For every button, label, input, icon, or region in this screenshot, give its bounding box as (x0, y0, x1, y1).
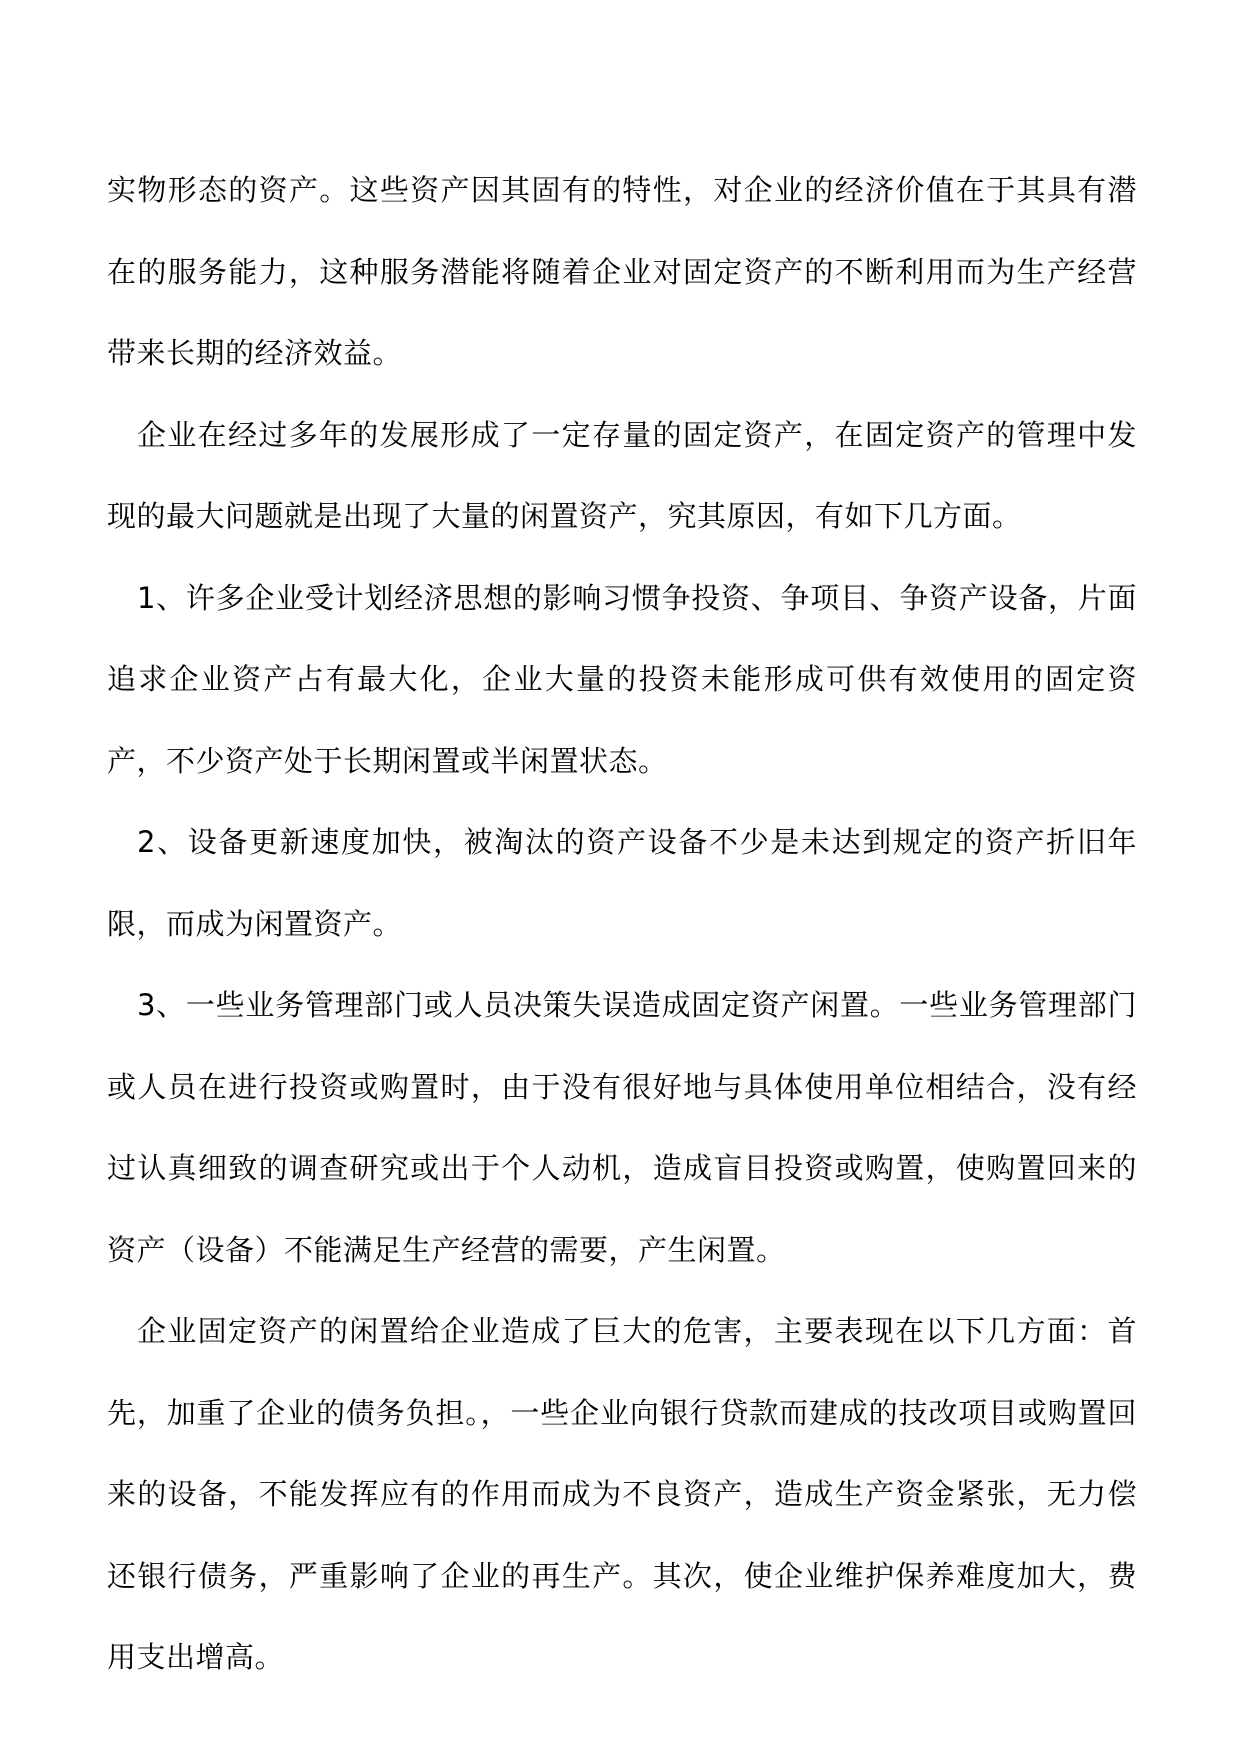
paragraph-continuation: 实物形态的资产。这些资产因其固有的特性，对企业的经济价值在于其具有潜在的服务能力，这种服务潜能将随着企业对固定资产的不断利用而为生产经营带来长期的经济效益。 (107, 173, 1137, 370)
paragraph-idle-assets-intro: 企业在经过多年的发展形成了一定存量的固定资产，在固定资产的管理中发现的最大问题就是出现了大量的闲置资产，究其原因，有如下几方面。 (107, 417, 1137, 533)
document-body (107, 150, 1137, 1699)
paragraph-harm: 企业固定资产的闲置给企业造成了巨大的危害，主要表现在以下几方面：首先，加重了企业的债务负担。，一些企业向银行贷款而建成的技改项目或购置回来的设备，不能发挥应有的作用而成为不良资产，造成生产资金紧张，无力偿还银行债务，严重影响了企业的再生产。其次，使企业维护保养难度加大，费用支出增高。 (107, 1314, 1137, 1674)
paragraph-reason-2: 2、设备更新速度加快，被淘汰的资产设备不少是未达到规定的资产折旧年限，而成为闲置资产。 (107, 825, 1137, 941)
paragraph-reason-1: 1、许多企业受计划经济思想的影响习惯争投资、争项目、争资产设备，片面追求企业资产占有最大化，企业大量的投资未能形成可供有效使用的固定资产，不少资产处于长期闲置或半闲置状态。 (107, 580, 1137, 778)
paragraph-reason-3: 3、一些业务管理部门或人员决策失误造成固定资产闲置。一些业务管理部门或人员在进行投资或购置时，由于没有很好地与具体使用单位相结合，没有经过认真细致的调查研究或出于个人动机，造成盲目投资或购置，使购置回来的资产（设备）不能满足生产经营的需要，产生闲置。 (107, 988, 1137, 1267)
